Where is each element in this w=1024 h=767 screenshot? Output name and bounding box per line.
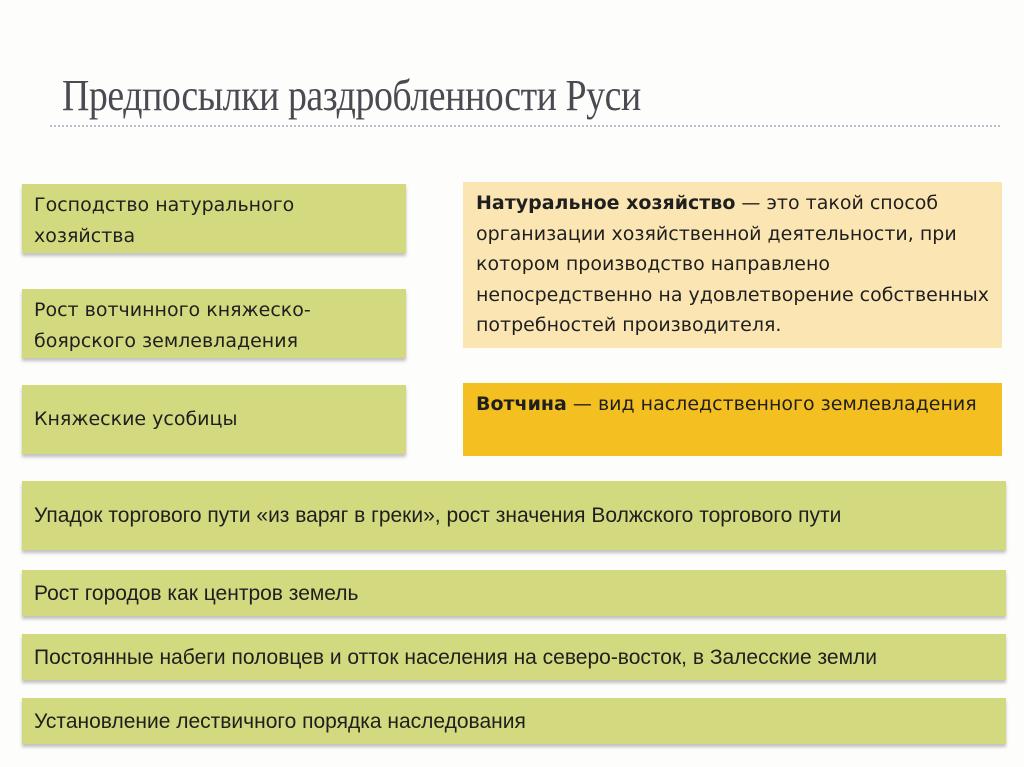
cause-text: Установление лествичного порядка наследования xyxy=(34,709,526,733)
slide-title: Предпосылки раздробленности Руси xyxy=(62,71,641,120)
cause-text: Господство натурального хозяйства xyxy=(34,194,295,247)
definition-separator: — xyxy=(566,393,598,415)
cause-text: Упадок торгового пути «из варяг в греки», рост значения Волжского торгового пути xyxy=(34,504,842,527)
cause-text: Рост вотчинного княжеско-боярского землевладения xyxy=(34,299,311,352)
definition-separator: — xyxy=(735,192,767,214)
definition-natural-economy xyxy=(463,182,1002,348)
cause-box-ladder-succession xyxy=(22,698,1006,744)
cause-box-natural-economy xyxy=(22,184,406,253)
cause-box-princely-strife xyxy=(22,385,406,454)
cause-box-city-growth xyxy=(22,570,1006,616)
definition-body: это такой способ организации хозяйственной деятельности, при котором производство направлено непосредственно на удовлетворение собственных потребностей производителя. xyxy=(476,192,989,336)
definition-term: Вотчина xyxy=(476,393,567,415)
definition-votchina xyxy=(463,383,1002,456)
cause-text: Постоянные набеги половцев и отток населения на северо-восток, в Залесские земли xyxy=(34,645,878,669)
cause-text: Княжеские усобицы xyxy=(34,408,238,430)
cause-box-trade-route-decline xyxy=(22,481,1006,550)
cause-box-polovtsian-raids xyxy=(22,634,1006,680)
definition-body: вид наследственного землевладения xyxy=(597,393,977,415)
cause-text: Рост городов как центров земель xyxy=(34,581,359,605)
definition-term: Натуральное хозяйство xyxy=(476,192,736,214)
title-divider xyxy=(50,125,1000,127)
cause-box-votchina-growth xyxy=(22,289,406,358)
